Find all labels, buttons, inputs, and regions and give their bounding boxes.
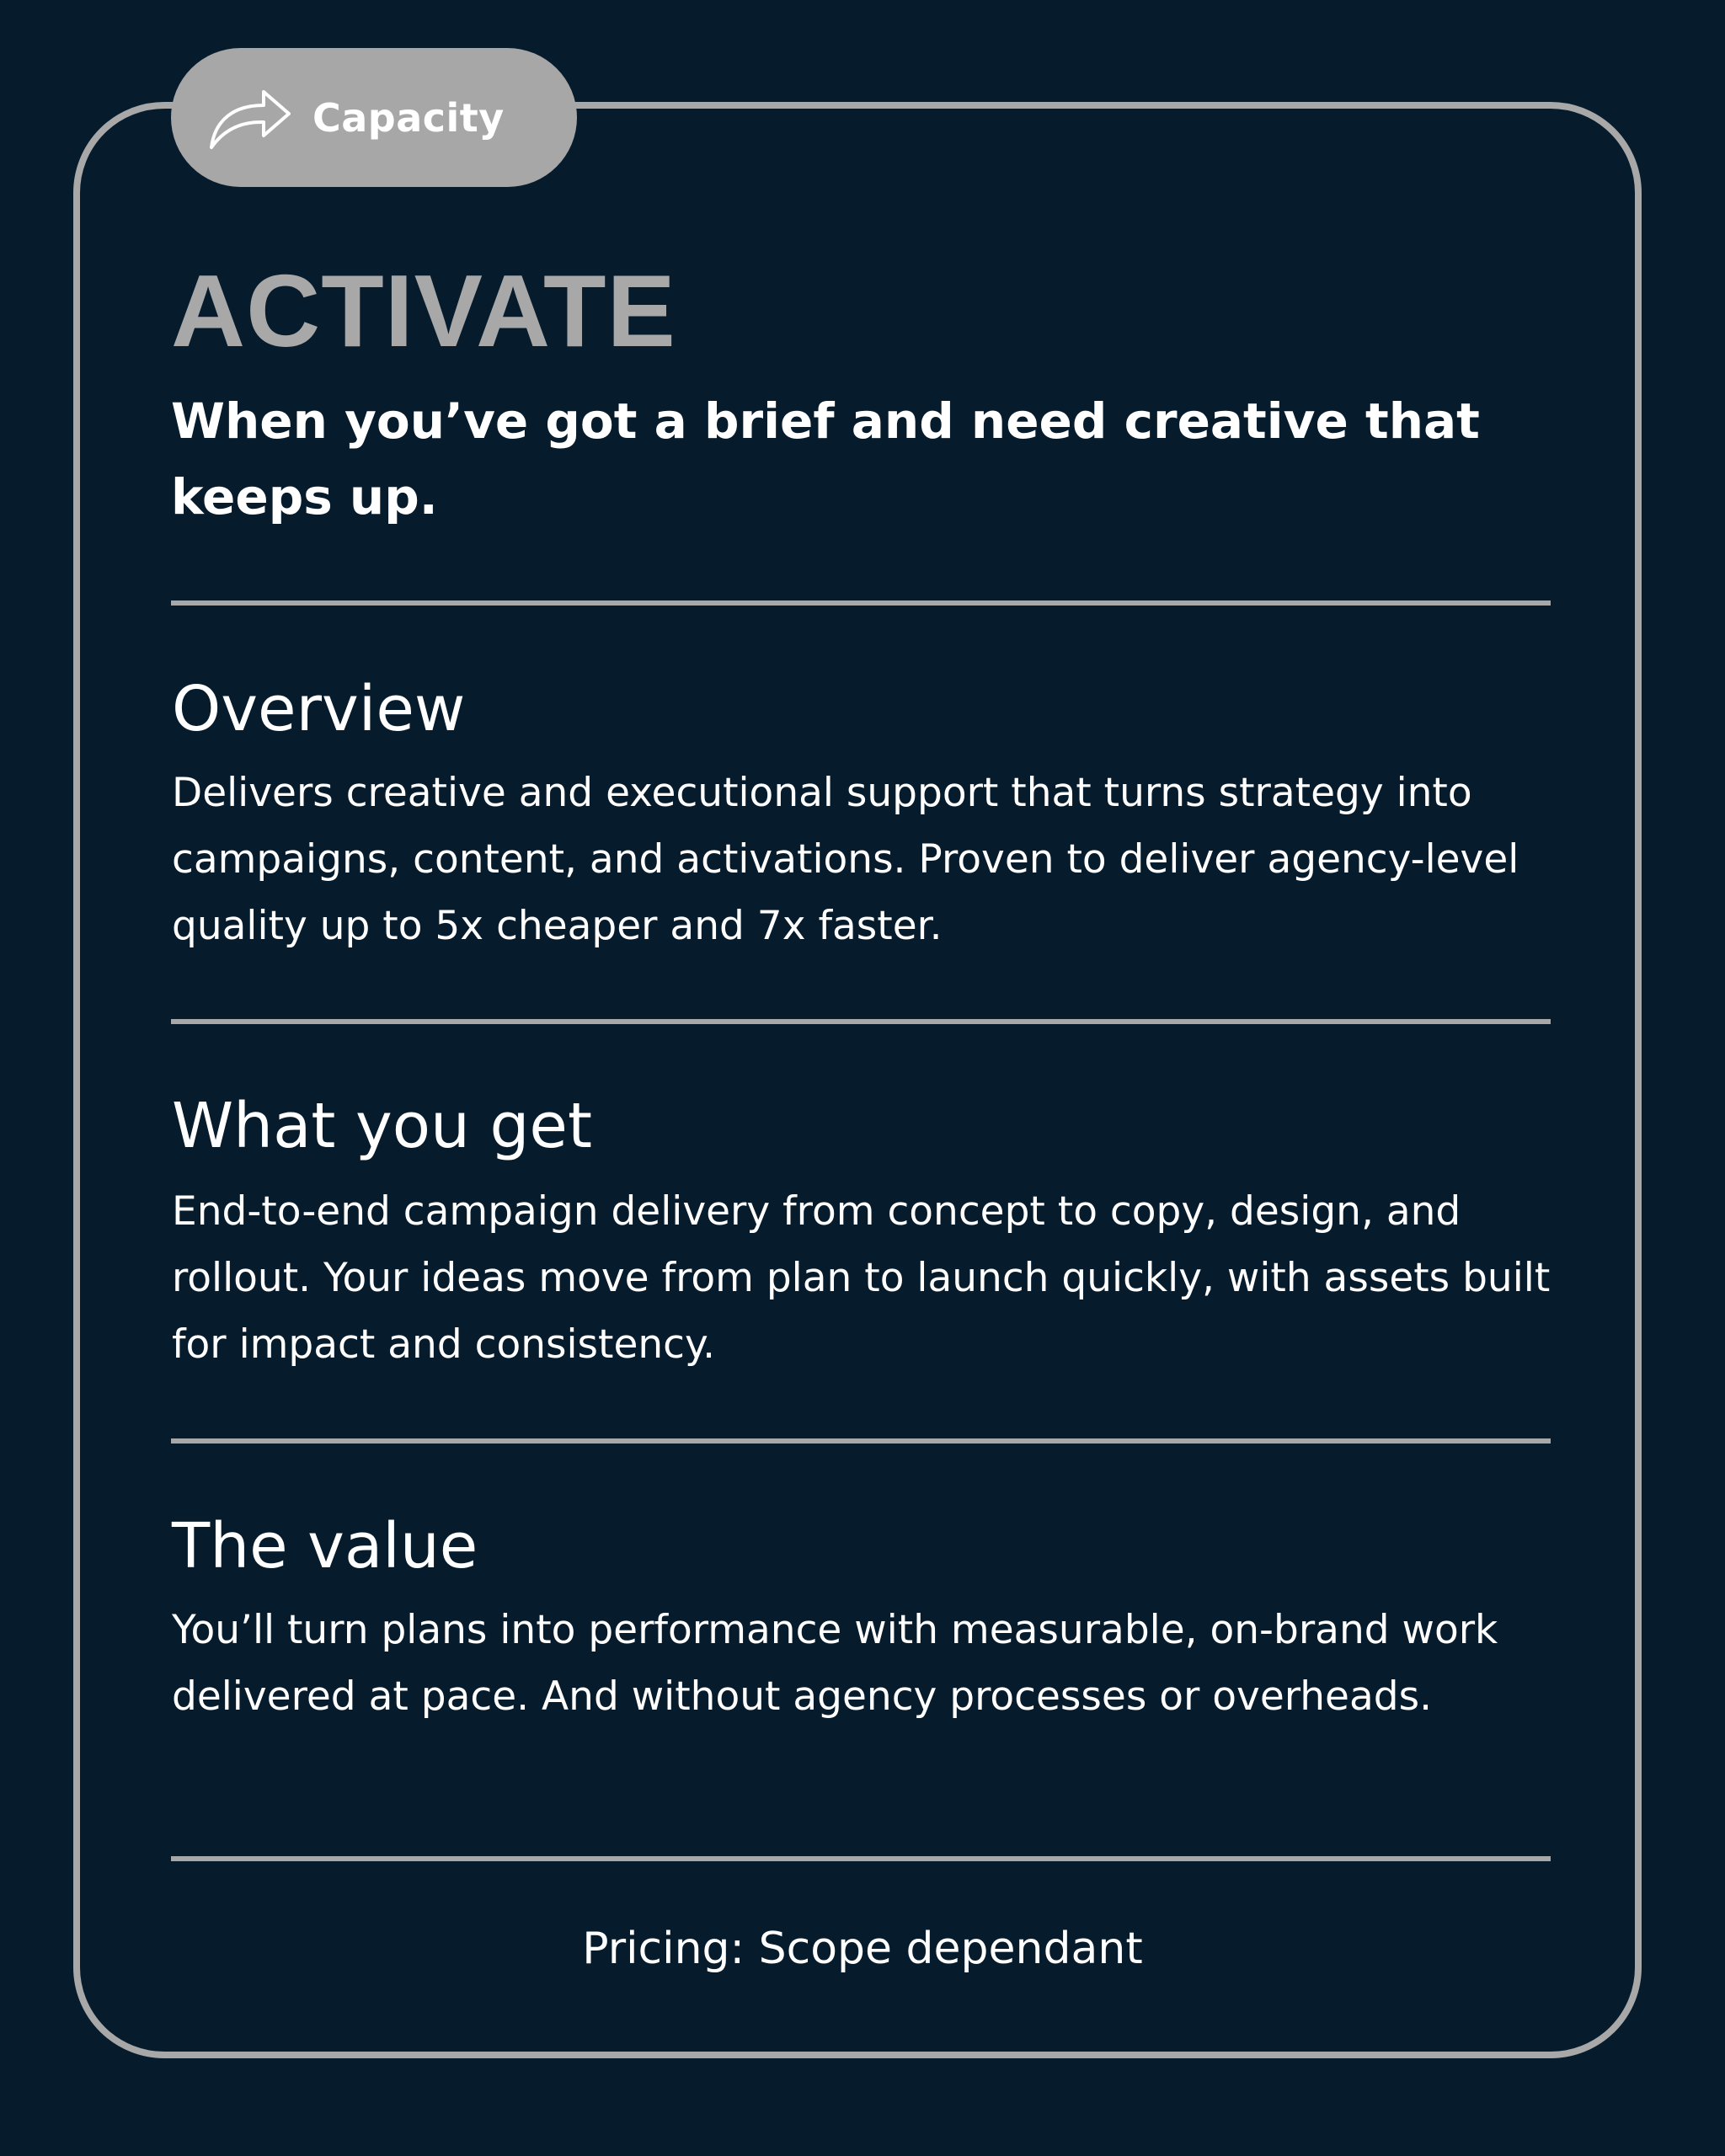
divider — [171, 600, 1551, 606]
share-arrow-icon — [205, 82, 296, 154]
what-you-get-body: End-to-end campaign delivery from concept to copy, design, and rollout. Your ideas move from plan to launch quickly, with assets built for impact and consistency. — [172, 1188, 1551, 1368]
the-value-body: You’ll turn plans into performance with measurable, on-brand work delivered at pace. And without agency processes or overheads. — [172, 1607, 1498, 1720]
badge-label: Capacity — [312, 94, 505, 141]
divider — [171, 1438, 1551, 1444]
divider — [171, 1019, 1551, 1024]
page-subtitle: When you’ve got a brief and need creative that keeps up. — [171, 392, 1480, 526]
overview-heading: Overview — [172, 673, 466, 745]
page-title: ACTIVATE — [171, 253, 676, 368]
capacity-badge — [171, 48, 577, 187]
pricing-note: Pricing: Scope dependant — [582, 1924, 1143, 1974]
the-value-heading: The value — [172, 1510, 478, 1582]
overview-body: Delivers creative and executional support that turns strategy into campaigns, content, and activations. Proven to deliver agency-level quality up to 5x cheaper and 7x faster. — [172, 770, 1519, 949]
divider — [171, 1856, 1551, 1861]
what-you-get-heading: What you get — [172, 1090, 592, 1162]
